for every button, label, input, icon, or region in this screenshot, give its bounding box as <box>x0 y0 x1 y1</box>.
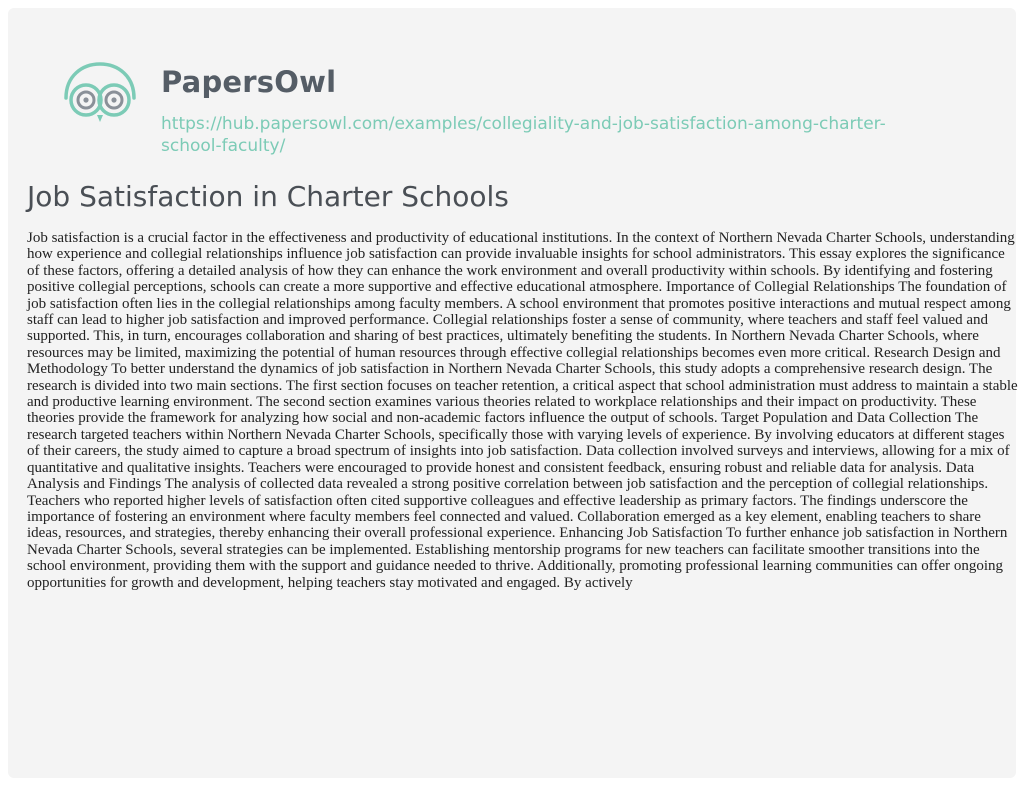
site-header <box>58 48 938 158</box>
essay-title: Job Satisfaction in Charter Schools <box>27 180 509 213</box>
essay-body: Job satisfaction is a crucial factor in the effectiveness and productivity of educational institutions. In the context of Northern Nevada Charter Schools, understanding how experience and collegial relationships influence job satisfaction can provide invaluable insights for school administrators. This essay explores the significance of these factors, offering a detailed analysis of how they can enhance the work environment and overall productivity within schools. By identifying and fostering positive collegial perceptions, schools can create a more supportive and effective educational atmosphere. Importance of Collegial Relationships The foundation of job satisfaction often lies in the collegial relationships among faculty members. A school environment that promotes positive interactions and mutual respect among staff can lead to higher job satisfaction and improved performance. Collegial relationships foster a sense of community, where teachers and staff feel valued and supported. This, in turn, encourages collaboration and sharing of best practices, ultimately benefiting the students. In Northern Nevada Charter Schools, where resources may be limited, maximizing the potential of human resources through effective collegial relationships becomes even more critical. Research Design and Methodology To better understand the dynamics of job satisfaction in Northern Nevada Charter Schools, this study adopts a comprehensive research design. The research is divided into two main sections. The first section focuses on teacher retention, a critical aspect that school administration must address to maintain a stable and productive learning environment. The second section examines various theories related to workplace relationships and their impact on productivity. These theories provide the framework for analyzing how social and non-academic factors influence the output of schools. Target Population and Data Collection The research targeted teachers within Northern Nevada Charter Schools, specifically those with varying levels of experience. By involving educators at different stages of their careers, the study aimed to capture a broad spectrum of insights into job satisfaction. Data collection involved surveys and interviews, allowing for a mix of quantitative and qualitative insights. Teachers were encouraged to provide honest and consistent feedback, ensuring robust and reliable data for analysis. Data Analysis and Findings The analysis of collected data revealed a strong positive correlation between job satisfaction and the perception of collegial relationships. Teachers who reported higher levels of satisfaction often cited supportive colleagues and effective leadership as primary factors. The findings underscore the importance of fostering an environment where faculty members feel connected and valued. Collaboration emerged as a key element, enabling teachers to share ideas, resources, and strategies, thereby enhancing their overall professional experience. Enhancing Job Satisfaction To further enhance job satisfaction in Northern Nevada Charter Schools, several strategies can be implemented. Establishing mentorship programs for new teachers can facilitate smoother transitions into the school environment, providing them with the support and guidance needed to thrive. Additionally, promoting professional learning communities can offer ongoing opportunities for growth and development, helping teachers stay motivated and engaged. By actively <box>27 230 1018 591</box>
owl-logo-icon <box>58 58 142 128</box>
source-url-link[interactable]: https://hub.papersowl.com/examples/collegiality-and-job-satisfaction-among-charter-school-faculty/ <box>161 114 886 156</box>
brand-name[interactable]: PapersOwl <box>161 65 337 99</box>
content-panel <box>8 8 1016 778</box>
